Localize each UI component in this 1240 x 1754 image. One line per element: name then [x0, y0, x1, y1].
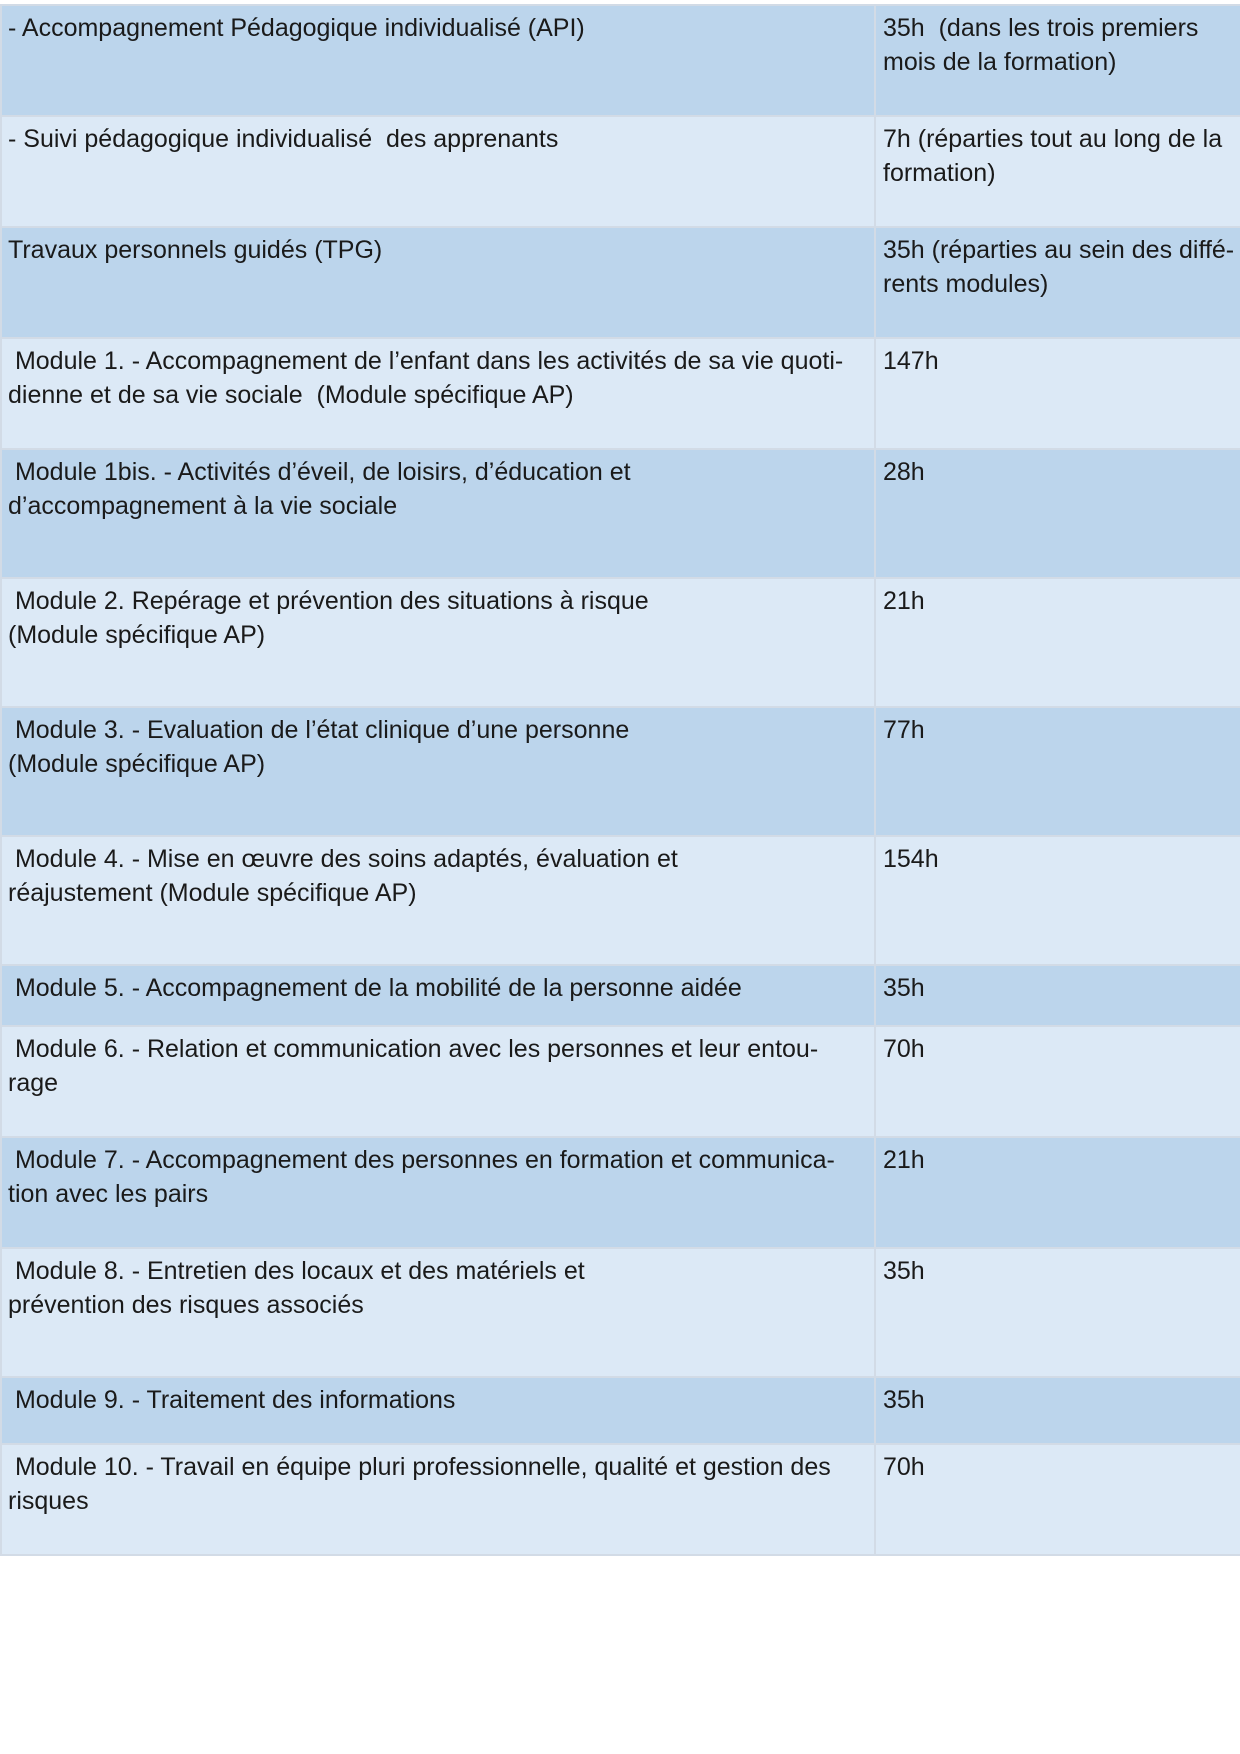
module-cell	[1, 5, 875, 116]
module-label: Module 10. - Travail en équipe pluri professionnelle, qualité et gestion des risques	[8, 1453, 838, 1515]
duration-cell	[875, 836, 1240, 965]
duration-value: 70h	[883, 1453, 925, 1481]
table-row	[1, 449, 1240, 578]
module-cell	[1, 449, 875, 578]
module-label-line-1: Module 8. - Entretien des locaux et des matériels et	[8, 1257, 585, 1285]
module-cell	[1, 1444, 875, 1555]
table-row	[1, 1444, 1240, 1555]
module-label-line-2: (Module spécifique AP)	[8, 621, 266, 649]
duration-cell	[875, 227, 1240, 338]
module-label-line-1: Module 4. - Mise en œuvre des soins adaptés, évaluation et	[8, 845, 678, 873]
duration-value: 28h	[883, 458, 925, 486]
duration-value: 21h	[883, 587, 925, 615]
table-row	[1, 1248, 1240, 1377]
module-label: - Suivi pédagogique individualisé des apprenants	[8, 125, 559, 153]
module-label-line-2: réajustement (Module spécifique AP)	[8, 879, 417, 907]
duration-cell	[875, 338, 1240, 449]
duration-cell	[875, 707, 1240, 836]
module-cell	[1, 1248, 875, 1377]
module-label-line-1: Module 1bis. - Activités d’éveil, de loisirs, d’éducation et	[8, 458, 631, 486]
duration-value: 77h	[883, 716, 925, 744]
module-label-line-2: (Module spécifique AP)	[8, 750, 266, 778]
module-cell	[1, 965, 875, 1026]
duration-cell	[875, 116, 1240, 227]
module-cell	[1, 338, 875, 449]
module-label-line-1: Module 2. Repérage et prévention des situations à risque	[8, 587, 649, 615]
table-row	[1, 227, 1240, 338]
module-cell	[1, 1137, 875, 1248]
duration-cell	[875, 578, 1240, 707]
table-row	[1, 578, 1240, 707]
module-cell	[1, 227, 875, 338]
duration-cell	[875, 1248, 1240, 1377]
module-cell	[1, 1026, 875, 1137]
module-label: Module 6. - Relation et communication avec les personnes et leur entou-rage	[8, 1035, 819, 1097]
duration-value: 35h	[883, 974, 925, 1002]
table-row	[1, 116, 1240, 227]
table-row	[1, 707, 1240, 836]
duration-value: 21h	[883, 1146, 925, 1174]
duration-value: 154h	[883, 845, 939, 873]
module-label-line-1: Module 3. - Evaluation de l’état clinique d’une personne	[8, 716, 630, 744]
table-row	[1, 1137, 1240, 1248]
duration-value: 35h (dans les trois premiers mois de la formation)	[883, 14, 1206, 76]
training-hours-table	[0, 4, 1240, 1556]
duration-cell	[875, 1444, 1240, 1555]
module-label: - Accompagnement Pédagogique individualisé (API)	[8, 14, 585, 42]
module-label-line-2: d’accompagnement à la vie sociale	[8, 492, 398, 520]
duration-value: 7h (réparties tout au long de la formation)	[883, 125, 1230, 187]
module-label: Module 1. - Accompagnement de l’enfant dans les activités de sa vie quoti-dienne et de sa vie sociale (Module spécifique AP)	[8, 347, 844, 409]
duration-value: 147h	[883, 347, 939, 375]
duration-value: 70h	[883, 1035, 925, 1063]
module-label: Module 5. - Accompagnement de la mobilité de la personne aidée	[8, 974, 742, 1002]
duration-cell	[875, 1026, 1240, 1137]
module-cell	[1, 707, 875, 836]
module-cell	[1, 1377, 875, 1444]
duration-cell	[875, 965, 1240, 1026]
table-row	[1, 1026, 1240, 1137]
table-row	[1, 836, 1240, 965]
module-label: Module 9. - Traitement des informations	[8, 1386, 456, 1414]
duration-cell	[875, 5, 1240, 116]
duration-value: 35h	[883, 1257, 925, 1285]
duration-value: 35h	[883, 1386, 925, 1414]
table-row	[1, 5, 1240, 116]
module-cell	[1, 116, 875, 227]
duration-cell	[875, 449, 1240, 578]
table-row	[1, 965, 1240, 1026]
module-cell	[1, 836, 875, 965]
module-label: Travaux personnels guidés (TPG)	[8, 236, 383, 264]
table-row	[1, 338, 1240, 449]
module-label: Module 7. - Accompagnement des personnes en formation et communica-tion avec les pairs	[8, 1146, 835, 1208]
module-cell	[1, 578, 875, 707]
duration-cell	[875, 1377, 1240, 1444]
duration-cell	[875, 1137, 1240, 1248]
duration-value: 35h (réparties au sein des diffé-rents modules)	[883, 236, 1235, 298]
table-row	[1, 1377, 1240, 1444]
module-label-line-2: prévention des risques associés	[8, 1291, 364, 1319]
